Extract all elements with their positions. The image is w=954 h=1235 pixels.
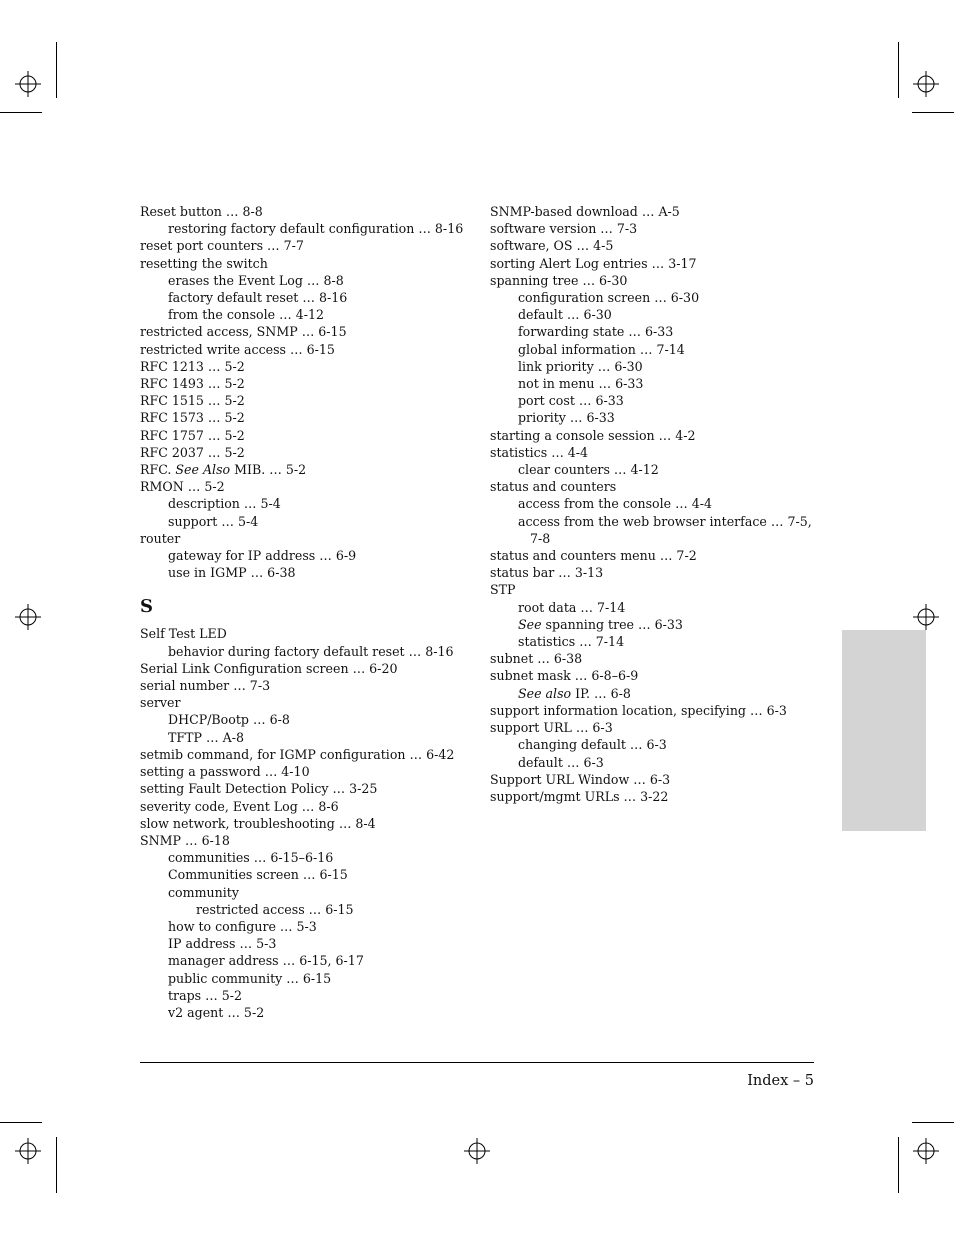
index-subentry: access from the console … 4-4 [518,496,712,512]
crop-mark [912,112,954,113]
cross-reference-label: See [518,616,542,632]
index-subentry: port cost … 6-33 [518,393,624,409]
index-subentry: restoring factory default configuration … 8-16 [168,221,464,237]
index-subentry: support … 5-4 [168,513,259,529]
index-subentry: description … 5-4 [168,496,281,512]
section-thumb-tab [842,630,926,831]
index-entry: RFC 1213 … 5-2 [140,358,245,374]
index-entry: SNMP-based download … A-5 [490,204,680,219]
index-subentry: not in menu … 6-33 [518,376,644,392]
index-entry: restricted write access … 6-15 [140,341,335,357]
crop-mark [912,1122,954,1123]
index-subentry: use in IGMP … 6-38 [168,565,296,581]
index-entry: router [140,530,181,546]
index-entries-r [140,203,480,581]
index-subentry: from the console … 4-12 [168,307,325,323]
index-subentry: priority … 6-33 [518,410,615,426]
index-entry: subnet mask … 6-8–6-9 [490,668,639,684]
index-subentry: IP address … 5-3 [168,936,277,952]
index-subentry: configuration screen … 6-30 [518,290,700,306]
index-subentry: forwarding state … 6-33 [518,324,674,340]
section-heading-s: S [140,596,153,618]
crop-mark [56,1137,57,1193]
index-entry: RFC 1515 … 5-2 [140,393,245,409]
index-entry: statistics … 4-4 [490,444,589,460]
index-subentry: restricted access … 6-15 [196,901,354,917]
index-subentry: how to configure … 5-3 [168,918,317,934]
page-footer-label: Index – 5 [747,1073,814,1089]
index-subentry: global information … 7-14 [518,341,685,357]
crop-mark [56,42,57,98]
index-entry: reset port counters … 7-7 [140,238,304,254]
index-subentry: public community … 6-15 [168,970,332,986]
index-entry: starting a console session … 4-2 [490,427,696,443]
index-subentry: communities … 6-15–6-16 [168,850,334,866]
crop-mark [898,1137,899,1193]
index-subentry: behavior during factory default reset … 8-16 [168,643,454,659]
index-entry: Self Test LED [140,626,227,642]
index-subentry: clear counters … 4-12 [518,462,659,478]
index-entry: slow network, troubleshooting … 8-4 [140,815,376,831]
registration-mark-icon [913,604,939,630]
index-subentry [490,616,820,633]
crop-mark [0,1122,42,1123]
entry-text: RFC. [140,462,176,478]
index-subentry: default … 6-3 [518,754,604,770]
index-entry: subnet … 6-38 [490,651,583,667]
index-subentry: TFTP … A-8 [168,729,244,745]
index-column-left [140,203,480,1021]
index-entries-s [140,625,480,1021]
index-subentry [490,685,820,702]
index-entry: setmib command, for IGMP configuration … 6-42 [140,746,455,762]
index-entry: status bar … 3-13 [490,565,604,581]
index-entry: spanning tree … 6-30 [490,272,628,288]
entry-text: MIB. … 5-2 [230,462,307,478]
index-entry: serial number … 7-3 [140,678,271,694]
cross-reference-label: See Also [175,462,231,478]
registration-mark-icon [913,71,939,97]
index-entry: software, OS … 4-5 [490,238,614,254]
index-subentry: traps … 5-2 [168,987,242,1003]
index-entry: RMON … 5-2 [140,479,225,495]
index-subentry: access from the web browser interface … 7-5, [518,513,812,529]
index-entry: support information location, specifying … 6-3 [490,702,787,718]
index-entry: SNMP … 6-18 [140,832,230,848]
index-subentry: DHCP/Bootp … 6-8 [168,712,290,728]
index-subentry: changing default … 6-3 [518,737,667,753]
crop-mark [0,112,42,113]
index-entry: Serial Link Configuration screen … 6-20 [140,660,398,676]
entry-text: spanning tree … 6-33 [541,616,683,632]
index-subentry: community [168,884,239,900]
index-column-right [490,203,820,805]
registration-mark-icon [15,1138,41,1164]
index-entry: severity code, Event Log … 8-6 [140,798,339,814]
index-subentry: statistics … 7-14 [518,634,625,650]
index-subentry: Communities screen … 6-15 [168,867,348,883]
index-subentry: link priority … 6-30 [518,358,643,374]
registration-mark-icon [15,71,41,97]
entry-text: IP. … 6-8 [571,685,631,701]
index-entry: STP [490,582,516,598]
index-subentry: gateway for IP address … 6-9 [168,548,357,564]
index-entry: Support URL Window … 6-3 [490,771,671,787]
registration-mark-icon [913,1138,939,1164]
index-subentry: v2 agent … 5-2 [168,1004,265,1020]
index-entry: sorting Alert Log entries … 3-17 [490,255,697,271]
index-entry: resetting the switch [140,255,268,271]
index-entry: setting a password … 4-10 [140,764,310,780]
index-subentry: root data … 7-14 [518,599,626,615]
index-subentry: default … 6-30 [518,307,612,323]
registration-mark-icon [15,604,41,630]
footer-rule [140,1062,814,1063]
index-entry: status and counters menu … 7-2 [490,548,697,564]
index-entry: setting Fault Detection Policy … 3-25 [140,781,378,797]
index-entry: support URL … 6-3 [490,720,613,736]
cross-reference-label: See also [518,685,572,701]
index-entry: status and counters [490,479,617,495]
index-entry: RFC 1757 … 5-2 [140,427,245,443]
index-entry: RFC 1573 … 5-2 [140,410,245,426]
crop-mark [898,42,899,98]
index-entry: RFC 2037 … 5-2 [140,444,245,460]
index-entry: software version … 7-3 [490,221,638,237]
index-entry: restricted access, SNMP … 6-15 [140,324,347,340]
index-subentry: manager address … 6-15, 6-17 [168,953,364,969]
index-subentry: factory default reset … 8-16 [168,290,348,306]
index-subentry: 7-8 [530,530,551,546]
registration-mark-icon [464,1138,490,1164]
index-entries-s-continued [490,203,820,805]
index-entry: Reset button … 8-8 [140,204,263,219]
index-entry: RFC 1493 … 5-2 [140,376,245,392]
index-entry: server [140,695,181,711]
index-subentry: erases the Event Log … 8-8 [168,272,344,288]
index-entry [140,461,480,478]
index-entry: support/mgmt URLs … 3-22 [490,788,669,804]
